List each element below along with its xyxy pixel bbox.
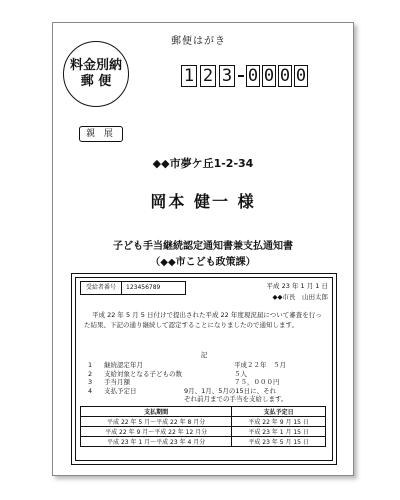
notice-frame bbox=[71, 273, 337, 465]
postal-code bbox=[181, 65, 310, 87]
postal-digit: 0 bbox=[247, 66, 259, 86]
notice-date: 平成 23 年 1 月 1 日 bbox=[266, 282, 328, 290]
postcard-label: 郵便はがき bbox=[171, 36, 226, 47]
postal-digit: 0 bbox=[263, 66, 275, 86]
confidential-badge: 親 展 bbox=[79, 126, 123, 142]
recipient-address: ◆◆市夢ケ丘1-2-34 bbox=[152, 157, 254, 170]
postal-digit: 3 bbox=[219, 65, 235, 87]
postal-dash bbox=[238, 75, 244, 77]
postal-digit: 0 bbox=[279, 66, 291, 86]
item-label: 支給対象となる子どもの数 bbox=[104, 369, 182, 378]
table-cell: 平成 23 年 1 月 15 日 bbox=[232, 427, 326, 437]
notice-department: （◆◆市こども政策課） bbox=[150, 257, 256, 268]
item-number: 2 bbox=[88, 369, 93, 378]
postage-stamp bbox=[63, 41, 129, 107]
recipient-number-label: 受給者番号 bbox=[81, 282, 122, 294]
notice-title: 子ども手当継続認定通知書兼支払通知書 bbox=[113, 241, 293, 252]
table-row bbox=[81, 417, 326, 427]
ki-heading: 記 bbox=[200, 351, 208, 359]
item-number: 3 bbox=[88, 378, 93, 386]
item-number: 1 bbox=[88, 361, 93, 369]
notice-body-text: 平成 22 年 5 月 5 日付けで提出された平成 22 年度現況届について審査を行った結果、下記の通り継続して認定することになりましたので通知します。 bbox=[84, 311, 322, 329]
table-row bbox=[81, 427, 326, 437]
item-value: 平成２２年 ５月 bbox=[234, 361, 286, 369]
postal-digit: 2 bbox=[200, 65, 216, 87]
item-value: ５人 bbox=[234, 369, 247, 378]
table-cell: 平成 22 年 9 月〜平成 22 年 12 月分 bbox=[81, 427, 232, 437]
item-value: 9月、1月、5月の15日に、それ bbox=[184, 386, 277, 395]
list-item bbox=[88, 387, 320, 396]
item-number: 4 bbox=[88, 386, 93, 395]
item-label: 継続認定年月 bbox=[104, 361, 143, 369]
table-cell: 平成 22 年 9 月 15 日 bbox=[232, 417, 326, 427]
postal-digit: 1 bbox=[181, 65, 197, 87]
postal-digit: 0 bbox=[295, 66, 307, 86]
item-label: 手当月額 bbox=[104, 378, 130, 386]
notice-inner-frame bbox=[75, 277, 333, 461]
list-item bbox=[88, 370, 320, 379]
table-cell: 平成 22 年 5 月〜平成 22 年 8 月分 bbox=[81, 417, 232, 427]
notice-items bbox=[88, 361, 320, 404]
notice-body bbox=[84, 310, 326, 330]
table-header: 支払予定日 bbox=[232, 407, 326, 417]
recipient-number-box bbox=[80, 281, 186, 295]
stamp-line-1: 料金別納 bbox=[69, 58, 122, 73]
list-item bbox=[88, 378, 320, 387]
table-header: 支払期間 bbox=[81, 407, 232, 417]
recipient-number: 123456789 bbox=[126, 284, 161, 291]
recipient-name: 岡本 健一 様 bbox=[150, 192, 256, 211]
postcard bbox=[52, 22, 354, 476]
table-cell: 平成 23 年 1 月〜平成 23 年 4 月分 bbox=[81, 437, 232, 447]
list-item bbox=[88, 361, 320, 370]
table-header-row bbox=[81, 407, 326, 417]
mayor-name: ◆◆市長 山田太郎 bbox=[272, 293, 328, 301]
table-cell: 平成 23 年 5 月 15 日 bbox=[232, 437, 326, 447]
item-continuation: ぞれ前月までの手当を支給します。 bbox=[184, 395, 288, 403]
payment-schedule-table bbox=[80, 406, 326, 447]
table-row bbox=[81, 437, 326, 447]
stamp-line-2: 郵 便 bbox=[80, 74, 112, 89]
item-label: 支払予定日 bbox=[104, 386, 137, 395]
item-value: ７５，０００円 bbox=[234, 378, 280, 386]
